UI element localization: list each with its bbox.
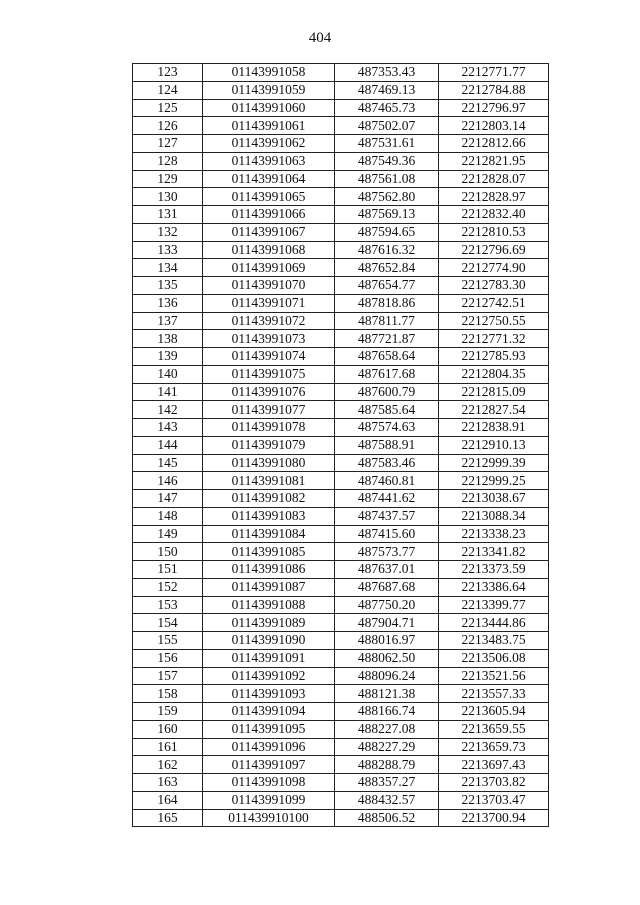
point-id-cell: 01143991077 [203, 401, 335, 419]
point-id-cell: 01143991059 [203, 81, 335, 99]
table-row [133, 117, 549, 135]
y-coordinate-cell: 2213697.43 [439, 756, 549, 774]
y-coordinate-cell: 2212796.97 [439, 99, 549, 117]
table-row [133, 703, 549, 721]
x-coordinate-cell: 488062.50 [335, 649, 439, 667]
y-coordinate-cell: 2212774.90 [439, 259, 549, 277]
table-row [133, 756, 549, 774]
point-id-cell: 01143991061 [203, 117, 335, 135]
row-index-cell: 124 [133, 81, 203, 99]
x-coordinate-cell: 487652.84 [335, 259, 439, 277]
y-coordinate-cell: 2212803.14 [439, 117, 549, 135]
point-id-cell: 01143991058 [203, 64, 335, 82]
point-id-cell: 01143991092 [203, 667, 335, 685]
table-row [133, 348, 549, 366]
point-id-cell: 01143991065 [203, 188, 335, 206]
y-coordinate-cell: 2212999.39 [439, 454, 549, 472]
point-id-cell: 01143991064 [203, 170, 335, 188]
table-row [133, 135, 549, 153]
point-id-cell: 01143991069 [203, 259, 335, 277]
table-row [133, 809, 549, 827]
row-index-cell: 125 [133, 99, 203, 117]
row-index-cell: 141 [133, 383, 203, 401]
point-id-cell: 01143991089 [203, 614, 335, 632]
y-coordinate-cell: 2212815.09 [439, 383, 549, 401]
point-id-cell: 01143991087 [203, 578, 335, 596]
y-coordinate-cell: 2212784.88 [439, 81, 549, 99]
point-id-cell: 01143991079 [203, 436, 335, 454]
y-coordinate-cell: 2213605.94 [439, 703, 549, 721]
row-index-cell: 144 [133, 436, 203, 454]
table-row [133, 738, 549, 756]
coordinates-table [132, 63, 549, 827]
table-row [133, 791, 549, 809]
y-coordinate-cell: 2213373.59 [439, 561, 549, 579]
x-coordinate-cell: 487441.62 [335, 490, 439, 508]
table-row [133, 312, 549, 330]
table-row [133, 259, 549, 277]
row-index-cell: 145 [133, 454, 203, 472]
row-index-cell: 149 [133, 525, 203, 543]
row-index-cell: 130 [133, 188, 203, 206]
point-id-cell: 01143991097 [203, 756, 335, 774]
x-coordinate-cell: 487594.65 [335, 223, 439, 241]
row-index-cell: 147 [133, 490, 203, 508]
x-coordinate-cell: 488121.38 [335, 685, 439, 703]
row-index-cell: 153 [133, 596, 203, 614]
row-index-cell: 165 [133, 809, 203, 827]
row-index-cell: 150 [133, 543, 203, 561]
table-body [133, 64, 549, 827]
row-index-cell: 161 [133, 738, 203, 756]
x-coordinate-cell: 487502.07 [335, 117, 439, 135]
x-coordinate-cell: 488096.24 [335, 667, 439, 685]
table-row [133, 561, 549, 579]
table-row [133, 774, 549, 792]
row-index-cell: 143 [133, 419, 203, 437]
x-coordinate-cell: 487750.20 [335, 596, 439, 614]
row-index-cell: 139 [133, 348, 203, 366]
y-coordinate-cell: 2213700.94 [439, 809, 549, 827]
table-row [133, 490, 549, 508]
row-index-cell: 156 [133, 649, 203, 667]
table-row [133, 649, 549, 667]
row-index-cell: 160 [133, 720, 203, 738]
y-coordinate-cell: 2213557.33 [439, 685, 549, 703]
table-row [133, 720, 549, 738]
row-index-cell: 157 [133, 667, 203, 685]
table-row [133, 294, 549, 312]
table-row [133, 152, 549, 170]
row-index-cell: 148 [133, 507, 203, 525]
y-coordinate-cell: 2213386.64 [439, 578, 549, 596]
point-id-cell: 01143991081 [203, 472, 335, 490]
point-id-cell: 01143991072 [203, 312, 335, 330]
table-row [133, 685, 549, 703]
y-coordinate-cell: 2212796.69 [439, 241, 549, 259]
point-id-cell: 01143991095 [203, 720, 335, 738]
point-id-cell: 01143991070 [203, 277, 335, 295]
y-coordinate-cell: 2212783.30 [439, 277, 549, 295]
row-index-cell: 140 [133, 365, 203, 383]
x-coordinate-cell: 487531.61 [335, 135, 439, 153]
point-id-cell: 01143991082 [203, 490, 335, 508]
point-id-cell: 01143991083 [203, 507, 335, 525]
x-coordinate-cell: 488432.57 [335, 791, 439, 809]
point-id-cell: 01143991098 [203, 774, 335, 792]
x-coordinate-cell: 487437.57 [335, 507, 439, 525]
y-coordinate-cell: 2213703.47 [439, 791, 549, 809]
point-id-cell: 01143991074 [203, 348, 335, 366]
point-id-cell: 01143991063 [203, 152, 335, 170]
x-coordinate-cell: 488227.29 [335, 738, 439, 756]
row-index-cell: 126 [133, 117, 203, 135]
y-coordinate-cell: 2213483.75 [439, 632, 549, 650]
table-row [133, 64, 549, 82]
x-coordinate-cell: 487600.79 [335, 383, 439, 401]
y-coordinate-cell: 2212771.77 [439, 64, 549, 82]
point-id-cell: 01143991091 [203, 649, 335, 667]
page-number: 404 [308, 30, 332, 46]
row-index-cell: 131 [133, 206, 203, 224]
x-coordinate-cell: 487415.60 [335, 525, 439, 543]
point-id-cell: 01143991088 [203, 596, 335, 614]
table-row [133, 223, 549, 241]
table-row [133, 81, 549, 99]
point-id-cell: 01143991096 [203, 738, 335, 756]
point-id-cell: 01143991068 [203, 241, 335, 259]
point-id-cell: 011439910100 [203, 809, 335, 827]
point-id-cell: 01143991080 [203, 454, 335, 472]
x-coordinate-cell: 487583.46 [335, 454, 439, 472]
point-id-cell: 01143991084 [203, 525, 335, 543]
x-coordinate-cell: 487637.01 [335, 561, 439, 579]
y-coordinate-cell: 2212828.97 [439, 188, 549, 206]
point-id-cell: 01143991078 [203, 419, 335, 437]
y-coordinate-cell: 2213341.82 [439, 543, 549, 561]
point-id-cell: 01143991090 [203, 632, 335, 650]
row-index-cell: 154 [133, 614, 203, 632]
row-index-cell: 163 [133, 774, 203, 792]
y-coordinate-cell: 2212821.95 [439, 152, 549, 170]
row-index-cell: 136 [133, 294, 203, 312]
row-index-cell: 137 [133, 312, 203, 330]
point-id-cell: 01143991067 [203, 223, 335, 241]
row-index-cell: 134 [133, 259, 203, 277]
row-index-cell: 133 [133, 241, 203, 259]
table-row [133, 330, 549, 348]
row-index-cell: 152 [133, 578, 203, 596]
x-coordinate-cell: 487574.63 [335, 419, 439, 437]
x-coordinate-cell: 487573.77 [335, 543, 439, 561]
x-coordinate-cell: 487469.13 [335, 81, 439, 99]
table-row [133, 543, 549, 561]
point-id-cell: 01143991062 [203, 135, 335, 153]
x-coordinate-cell: 487569.13 [335, 206, 439, 224]
row-index-cell: 162 [133, 756, 203, 774]
y-coordinate-cell: 2212827.54 [439, 401, 549, 419]
point-id-cell: 01143991086 [203, 561, 335, 579]
x-coordinate-cell: 487811.77 [335, 312, 439, 330]
row-index-cell: 123 [133, 64, 203, 82]
table-row [133, 578, 549, 596]
table-row [133, 454, 549, 472]
table-row [133, 472, 549, 490]
x-coordinate-cell: 488227.08 [335, 720, 439, 738]
row-index-cell: 128 [133, 152, 203, 170]
y-coordinate-cell: 2212812.66 [439, 135, 549, 153]
row-index-cell: 135 [133, 277, 203, 295]
y-coordinate-cell: 2212804.35 [439, 365, 549, 383]
point-id-cell: 01143991093 [203, 685, 335, 703]
table-row [133, 507, 549, 525]
y-coordinate-cell: 2213659.73 [439, 738, 549, 756]
table-row [133, 667, 549, 685]
table-row [133, 188, 549, 206]
x-coordinate-cell: 487465.73 [335, 99, 439, 117]
table-row [133, 99, 549, 117]
row-index-cell: 159 [133, 703, 203, 721]
point-id-cell: 01143991094 [203, 703, 335, 721]
table-row [133, 525, 549, 543]
row-index-cell: 132 [133, 223, 203, 241]
table-row [133, 365, 549, 383]
row-index-cell: 129 [133, 170, 203, 188]
table-row [133, 401, 549, 419]
y-coordinate-cell: 2213703.82 [439, 774, 549, 792]
point-id-cell: 01143991099 [203, 791, 335, 809]
x-coordinate-cell: 487818.86 [335, 294, 439, 312]
y-coordinate-cell: 2213038.67 [439, 490, 549, 508]
y-coordinate-cell: 2212999.25 [439, 472, 549, 490]
row-index-cell: 146 [133, 472, 203, 490]
table-row [133, 614, 549, 632]
x-coordinate-cell: 488016.97 [335, 632, 439, 650]
x-coordinate-cell: 487654.77 [335, 277, 439, 295]
y-coordinate-cell: 2212750.55 [439, 312, 549, 330]
y-coordinate-cell: 2213399.77 [439, 596, 549, 614]
y-coordinate-cell: 2212810.53 [439, 223, 549, 241]
x-coordinate-cell: 488288.79 [335, 756, 439, 774]
point-id-cell: 01143991066 [203, 206, 335, 224]
row-index-cell: 138 [133, 330, 203, 348]
table-row [133, 632, 549, 650]
x-coordinate-cell: 488166.74 [335, 703, 439, 721]
row-index-cell: 164 [133, 791, 203, 809]
x-coordinate-cell: 488506.52 [335, 809, 439, 827]
y-coordinate-cell: 2212785.93 [439, 348, 549, 366]
point-id-cell: 01143991060 [203, 99, 335, 117]
x-coordinate-cell: 487616.32 [335, 241, 439, 259]
y-coordinate-cell: 2212828.07 [439, 170, 549, 188]
row-index-cell: 151 [133, 561, 203, 579]
point-id-cell: 01143991076 [203, 383, 335, 401]
x-coordinate-cell: 487904.71 [335, 614, 439, 632]
y-coordinate-cell: 2213659.55 [439, 720, 549, 738]
point-id-cell: 01143991073 [203, 330, 335, 348]
x-coordinate-cell: 487549.36 [335, 152, 439, 170]
x-coordinate-cell: 487588.91 [335, 436, 439, 454]
x-coordinate-cell: 487460.81 [335, 472, 439, 490]
x-coordinate-cell: 487562.80 [335, 188, 439, 206]
table-row [133, 241, 549, 259]
row-index-cell: 127 [133, 135, 203, 153]
table-row [133, 596, 549, 614]
table-row [133, 206, 549, 224]
y-coordinate-cell: 2213521.56 [439, 667, 549, 685]
x-coordinate-cell: 487658.64 [335, 348, 439, 366]
x-coordinate-cell: 488357.27 [335, 774, 439, 792]
y-coordinate-cell: 2213506.08 [439, 649, 549, 667]
y-coordinate-cell: 2212832.40 [439, 206, 549, 224]
point-id-cell: 01143991071 [203, 294, 335, 312]
table-row [133, 436, 549, 454]
x-coordinate-cell: 487687.68 [335, 578, 439, 596]
x-coordinate-cell: 487561.08 [335, 170, 439, 188]
y-coordinate-cell: 2213444.86 [439, 614, 549, 632]
point-id-cell: 01143991075 [203, 365, 335, 383]
table-row [133, 419, 549, 437]
table-row [133, 277, 549, 295]
x-coordinate-cell: 487585.64 [335, 401, 439, 419]
row-index-cell: 158 [133, 685, 203, 703]
y-coordinate-cell: 2212771.32 [439, 330, 549, 348]
y-coordinate-cell: 2212910.13 [439, 436, 549, 454]
row-index-cell: 142 [133, 401, 203, 419]
table-row [133, 170, 549, 188]
row-index-cell: 155 [133, 632, 203, 650]
y-coordinate-cell: 2213088.34 [439, 507, 549, 525]
x-coordinate-cell: 487353.43 [335, 64, 439, 82]
point-id-cell: 01143991085 [203, 543, 335, 561]
x-coordinate-cell: 487617.68 [335, 365, 439, 383]
x-coordinate-cell: 487721.87 [335, 330, 439, 348]
y-coordinate-cell: 2212838.91 [439, 419, 549, 437]
table-row [133, 383, 549, 401]
y-coordinate-cell: 2212742.51 [439, 294, 549, 312]
y-coordinate-cell: 2213338.23 [439, 525, 549, 543]
